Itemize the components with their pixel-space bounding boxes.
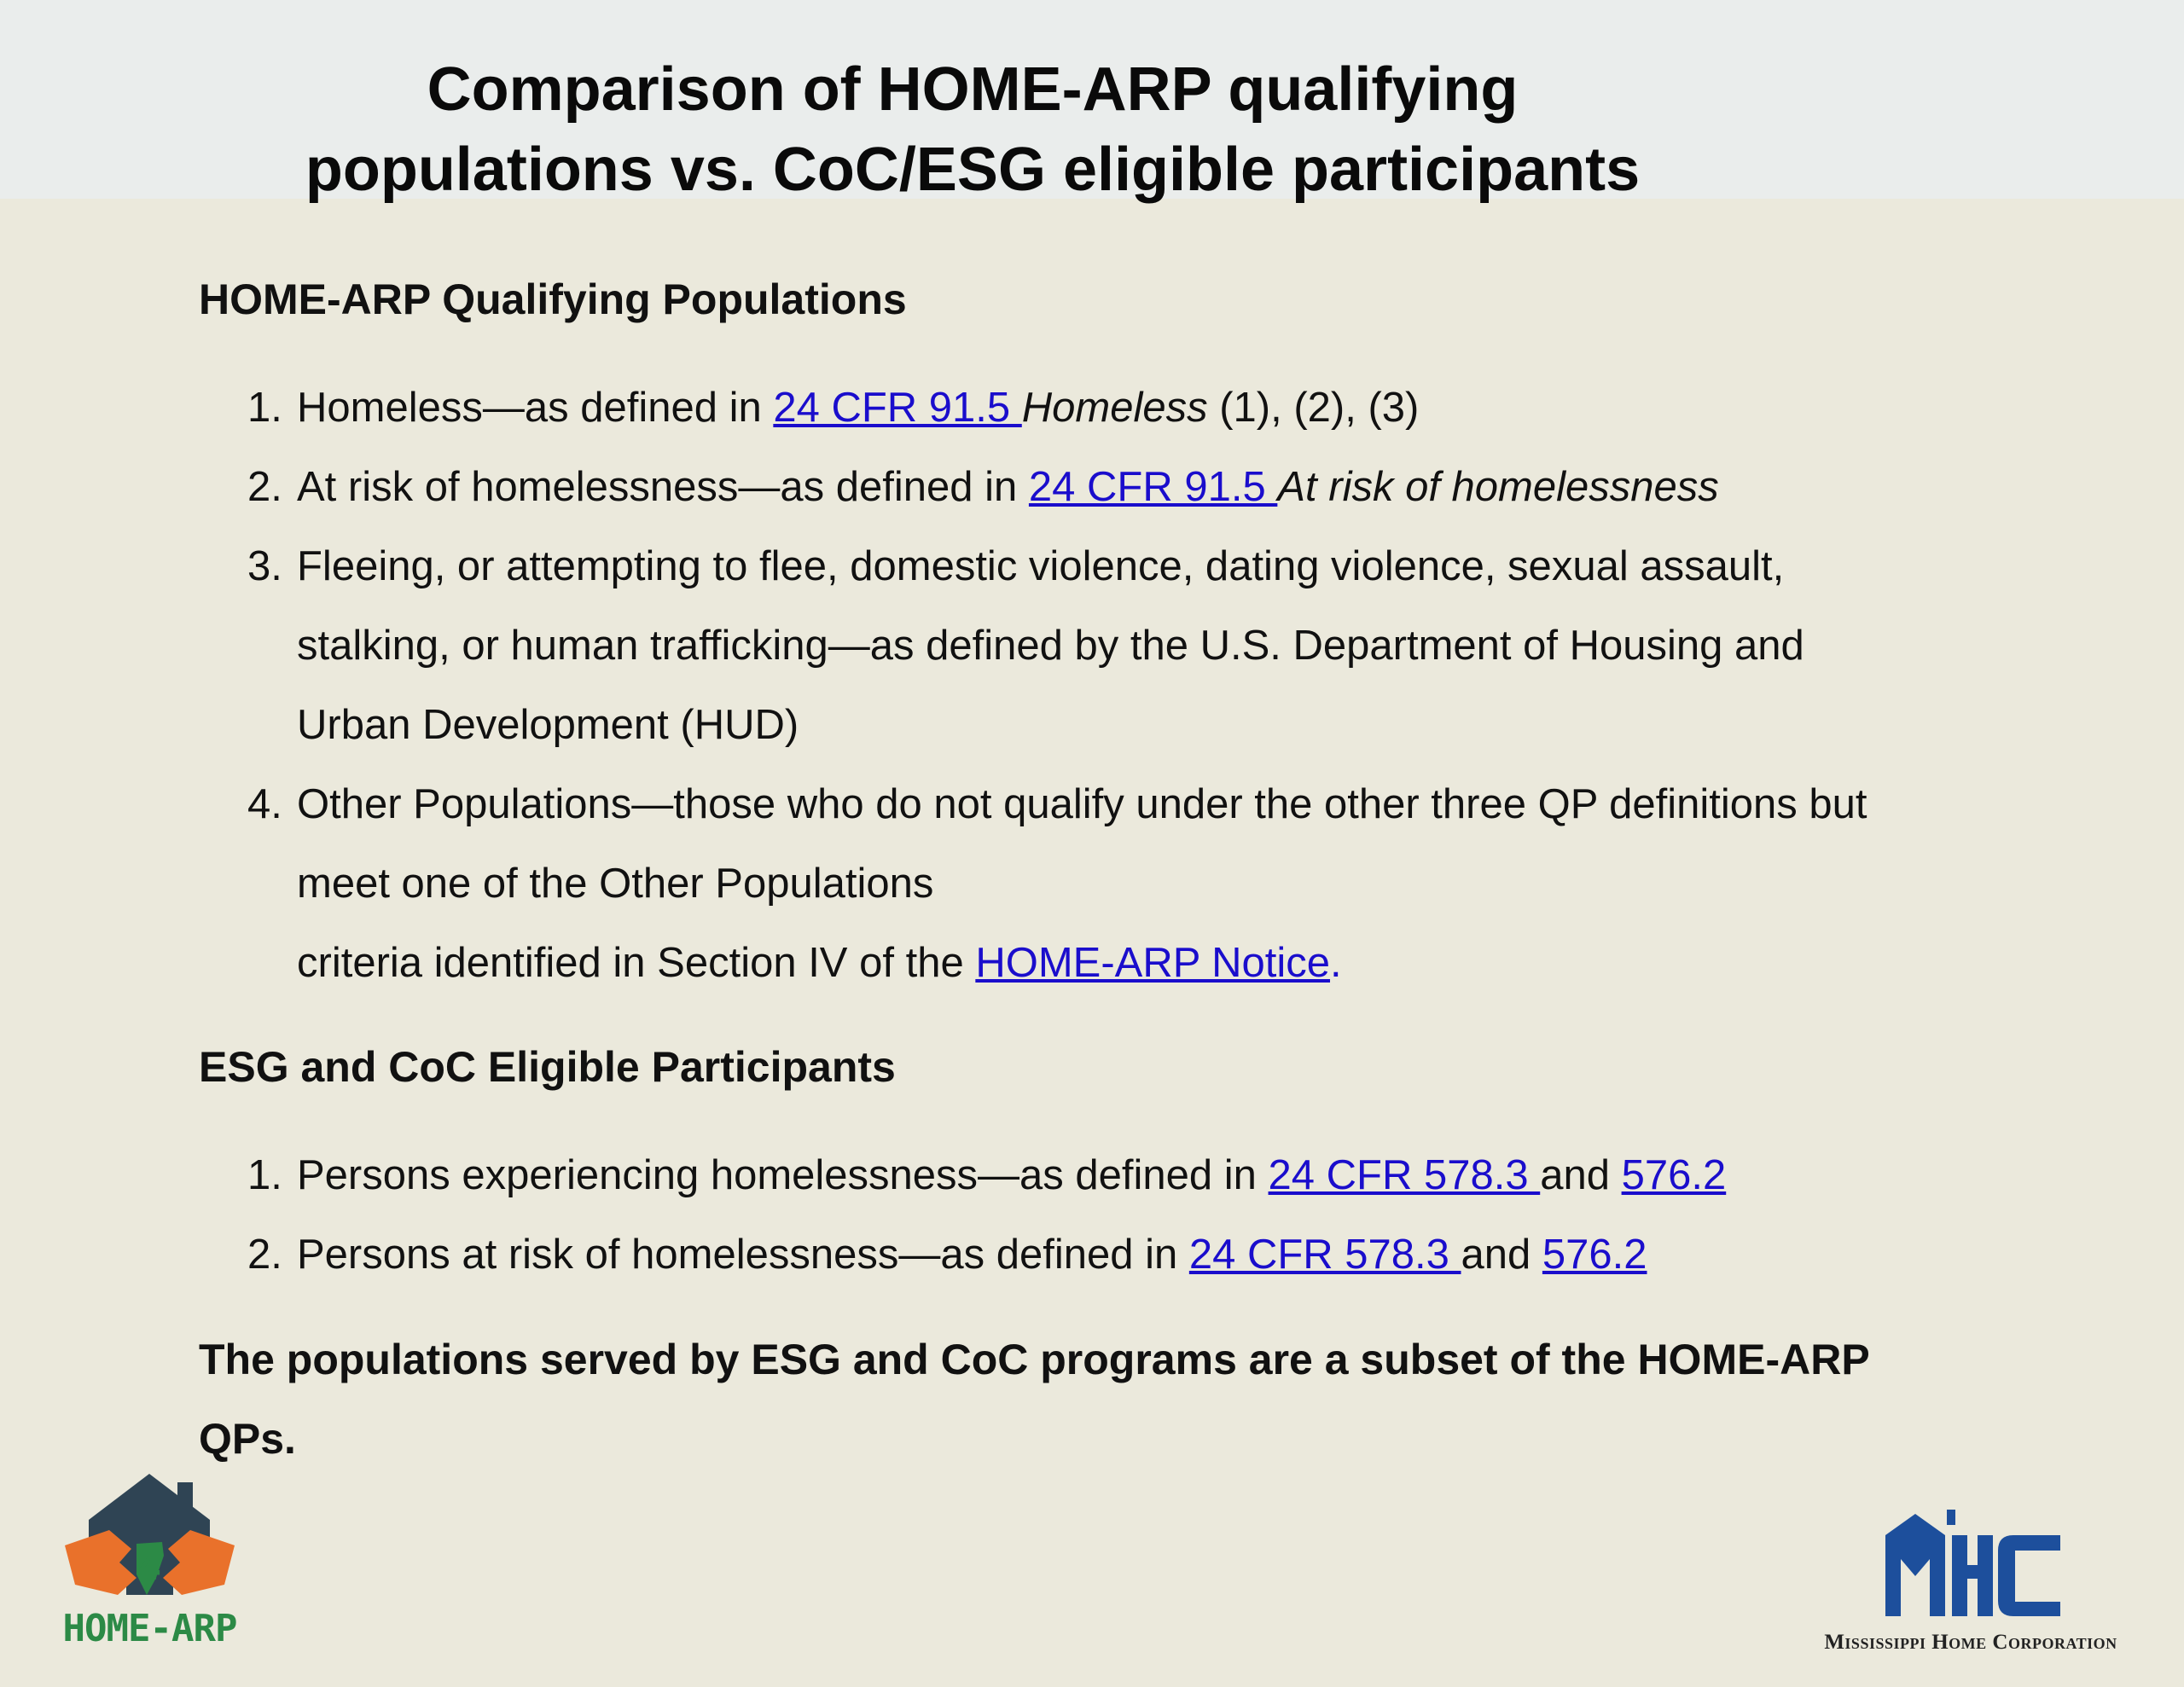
esg-section-heading: ESG and CoC Eligible Participants [199, 1043, 896, 1091]
mhc-logo [1877, 1510, 2065, 1620]
list-item: 2. Persons at risk of homelessness—as defined in 24 CFR 578.3 and 576.2 [247, 1232, 1647, 1278]
esg-list [247, 1136, 1726, 1295]
cfr-91-5-link[interactable]: 24 CFR 91.5 [1028, 464, 1278, 510]
list-item: 3. Fleeing, or attempting to flee, domestic violence, dating violence, sexual assault, stalking, or human trafficking—as defined by the U.S. Department of Housing and Urban Development (HUD) [247, 543, 1804, 748]
list-item: 2. At risk of homelessness—as defined in 24 CFR 91.5 At risk of homelessness [247, 464, 1719, 510]
qp-list [247, 368, 1867, 1003]
cfr-91-5-link[interactable]: 24 CFR 91.5 [773, 385, 1022, 431]
cfr-576-2-link[interactable]: 576.2 [1542, 1232, 1647, 1278]
list-item: 1. Homeless—as defined in 24 CFR 91.5 Homeless (1), (2), (3) [247, 385, 1420, 431]
list-item: 1. Persons experiencing homelessness—as defined in 24 CFR 578.3 and 576.2 [247, 1152, 1727, 1198]
list-item: 4. Other Populations—those who do not qualify under the other three QP definitions but meet one of the Other Populations criteria identified in Section IV of the HOME-ARP Notice. [247, 781, 1867, 986]
home-arp-notice-link[interactable]: HOME-ARP Notice [975, 940, 1331, 986]
summary-statement: The populations served by ESG and CoC programs are a subset of the HOME-ARP QPs. [199, 1336, 1869, 1463]
cfr-576-2-link[interactable]: 576.2 [1621, 1152, 1727, 1198]
qp-section-heading: HOME-ARP Qualifying Populations [199, 275, 907, 323]
cfr-578-3-link[interactable]: 24 CFR 578.3 [1268, 1152, 1541, 1198]
mhc-logo-caption: Mississippi Home Corporation [1824, 1631, 2117, 1654]
home-arp-emblem-number: 4 [137, 1549, 161, 1588]
cfr-578-3-link[interactable]: 24 CFR 578.3 [1188, 1232, 1461, 1278]
home-arp-logo-text: HOME-ARP [62, 1607, 237, 1650]
page-title: Comparison of HOME-ARP qualifying populations vs. CoC/ESG eligible participants [305, 55, 1641, 204]
